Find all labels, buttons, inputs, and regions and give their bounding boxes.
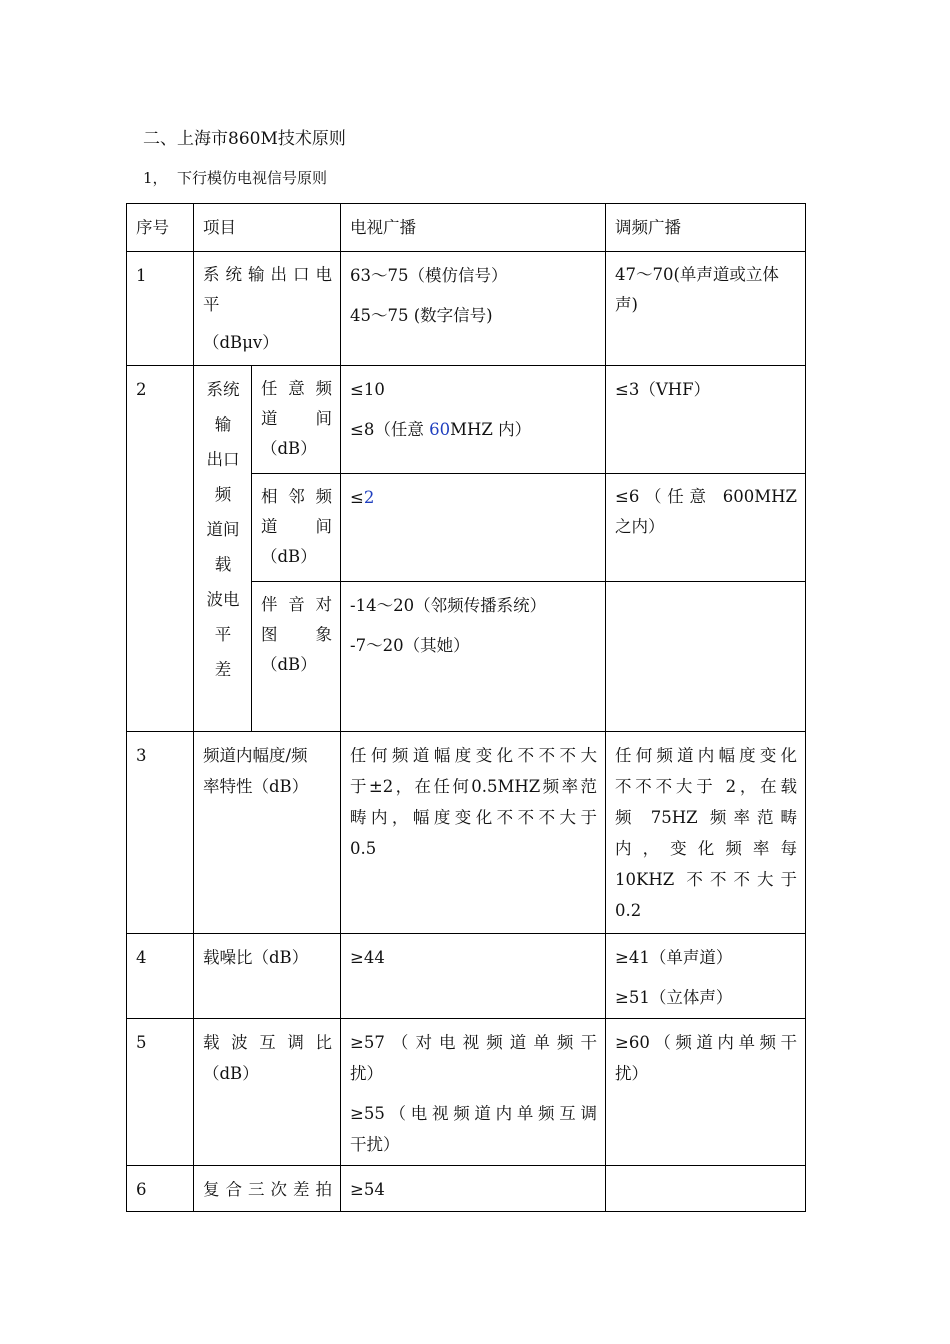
row1-tv-digital: 45～75 (数字信号)	[350, 306, 493, 325]
row2-sub1-item	[252, 366, 341, 474]
sub3-tv-line: -14～20（邻频传播系统）	[350, 596, 547, 615]
row3-fm-line: 任何频道内幅度变化	[615, 746, 797, 765]
row4-item: 载噪比（dB）	[194, 934, 341, 1019]
row6-no: 6	[127, 1166, 194, 1212]
row3-tv-line: 0.5	[350, 839, 377, 858]
sub2-fm-line: 之内）	[615, 517, 665, 536]
group-label-char: 输	[214, 415, 232, 434]
group-label-char: 平	[214, 625, 232, 644]
row1-fm-line: 47～70(单声道或立体	[615, 265, 779, 284]
row3-tv-line: 畴内，幅度变化不不不大于	[350, 808, 597, 827]
group-label-char: 系统	[206, 380, 240, 399]
row2-sub3-item	[252, 582, 341, 732]
row3-tv	[341, 732, 606, 934]
row3-fm-line: 0.2	[615, 901, 642, 920]
row5-fm-line: ≥60（频道内单频干	[615, 1033, 797, 1052]
row2-group-label	[194, 366, 252, 732]
row5-no: 5	[127, 1019, 194, 1166]
group-label-char: 出口	[206, 450, 240, 469]
row2-sub2-fm	[606, 474, 806, 582]
row5-fm	[606, 1019, 806, 1166]
subsection-number: 1，	[143, 169, 168, 187]
highlight-number: 2	[363, 488, 375, 507]
text-span: ≤8（任意	[350, 420, 430, 439]
text-span: ≤	[350, 488, 364, 507]
row3-fm-line: 内，变化频率每	[615, 839, 797, 858]
row1-item-line: 平	[203, 295, 220, 314]
sub-item-line: 相邻频	[261, 487, 332, 506]
row4-no: 4	[127, 934, 194, 1019]
group-label-char: 频	[214, 485, 232, 504]
row1-item	[194, 252, 341, 366]
row1-tv-analog: 63～75（模仿信号）	[350, 266, 508, 285]
header-cell-tv: 电视广播	[341, 204, 606, 252]
row2-sub3-fm	[606, 582, 806, 732]
row2-no: 2	[127, 366, 194, 732]
row3-fm-line: 不不不大于 2，在载	[615, 777, 797, 796]
row5-tv-line: ≥57（对电视频道单频干	[350, 1033, 597, 1052]
row4-fm-stereo: ≥51（立体声）	[615, 988, 733, 1007]
row4-tv: ≥44	[341, 934, 606, 1019]
row1-item-unit: （dBμv）	[203, 333, 279, 352]
row3-item	[194, 732, 341, 934]
subsection-title: 下行模仿电视信号原则	[177, 169, 328, 187]
text-span: MHZ 内）	[450, 420, 532, 439]
group-label-char: 载	[214, 555, 232, 574]
sub-item-line: 图 象	[261, 625, 332, 644]
row1-item-line: 系统输出口电	[203, 265, 332, 284]
row5-tv-line: 扰）	[350, 1064, 383, 1083]
row5-tv	[341, 1019, 606, 1166]
row1-no: 1	[127, 252, 194, 366]
row2-sub2-tv	[341, 474, 606, 582]
sub2-fm-line: ≤6（任意 600MHZ	[615, 487, 797, 506]
section-heading: 二、上海市860M技术原则	[143, 129, 346, 149]
row2-sub2-item	[252, 474, 341, 582]
row3-fm-line: 频 75HZ 频率范畴	[615, 808, 797, 827]
row3-item-line: 频道内幅度/频	[203, 746, 308, 765]
sub-item-line: 道 间	[261, 517, 332, 536]
row1-fm	[606, 252, 806, 366]
sub3-tv-line: -7～20（其她）	[350, 636, 470, 655]
row4-fm-mono: ≥41（单声道）	[615, 948, 733, 967]
sub-item-line: 伴音对	[261, 595, 332, 614]
row3-tv-line: 于±2，在任何0.5MHZ频率范	[350, 777, 597, 796]
row3-tv-line: 任何频道幅度变化不不不大	[350, 746, 597, 765]
row5-tv-line: 干扰）	[350, 1135, 400, 1154]
subsection-heading	[143, 167, 327, 188]
group-label-char: 道间	[206, 520, 240, 539]
sub1-tv-line	[350, 414, 597, 445]
row6-fm	[606, 1166, 806, 1212]
row4-fm	[606, 934, 806, 1019]
row2-sub1-fm: ≤3（VHF）	[606, 366, 806, 474]
row1-fm-line: 声)	[615, 295, 638, 314]
sub-item-unit: （dB）	[261, 547, 317, 566]
header-cell-fm: 调频广播	[606, 204, 806, 252]
row5-tv-line: ≥55（电视频道内单频互调	[350, 1104, 597, 1123]
sub-item-line: 道 间	[261, 409, 332, 428]
row6-tv: ≥54	[341, 1166, 606, 1212]
row1-tv	[341, 252, 606, 366]
row5-item-line: （dB）	[203, 1064, 259, 1083]
row6-item: 复合三次差拍	[194, 1166, 341, 1212]
row2-sub3-tv	[341, 582, 606, 732]
row3-fm-line: 10KHZ 不不不大于	[615, 870, 797, 889]
header-cell-no: 序号	[127, 204, 194, 252]
row5-item	[194, 1019, 341, 1166]
standards-table	[126, 203, 806, 1212]
row3-fm	[606, 732, 806, 934]
sub-item-unit: （dB）	[261, 655, 317, 674]
sub1-tv-line: ≤10	[350, 380, 385, 399]
group-label-char: 差	[214, 660, 232, 679]
sub-item-line: 任意频	[261, 379, 332, 398]
row3-no: 3	[127, 732, 194, 934]
row5-item-line: 载波互调比	[203, 1033, 332, 1052]
highlight-number: 60	[429, 420, 451, 439]
row5-fm-line: 扰）	[615, 1064, 648, 1083]
group-label-char: 波电	[206, 590, 240, 609]
header-cell-item: 项目	[194, 204, 341, 252]
row3-item-line: 率特性（dB）	[203, 777, 309, 796]
row2-sub1-tv	[341, 366, 606, 474]
sub-item-unit: （dB）	[261, 439, 317, 458]
